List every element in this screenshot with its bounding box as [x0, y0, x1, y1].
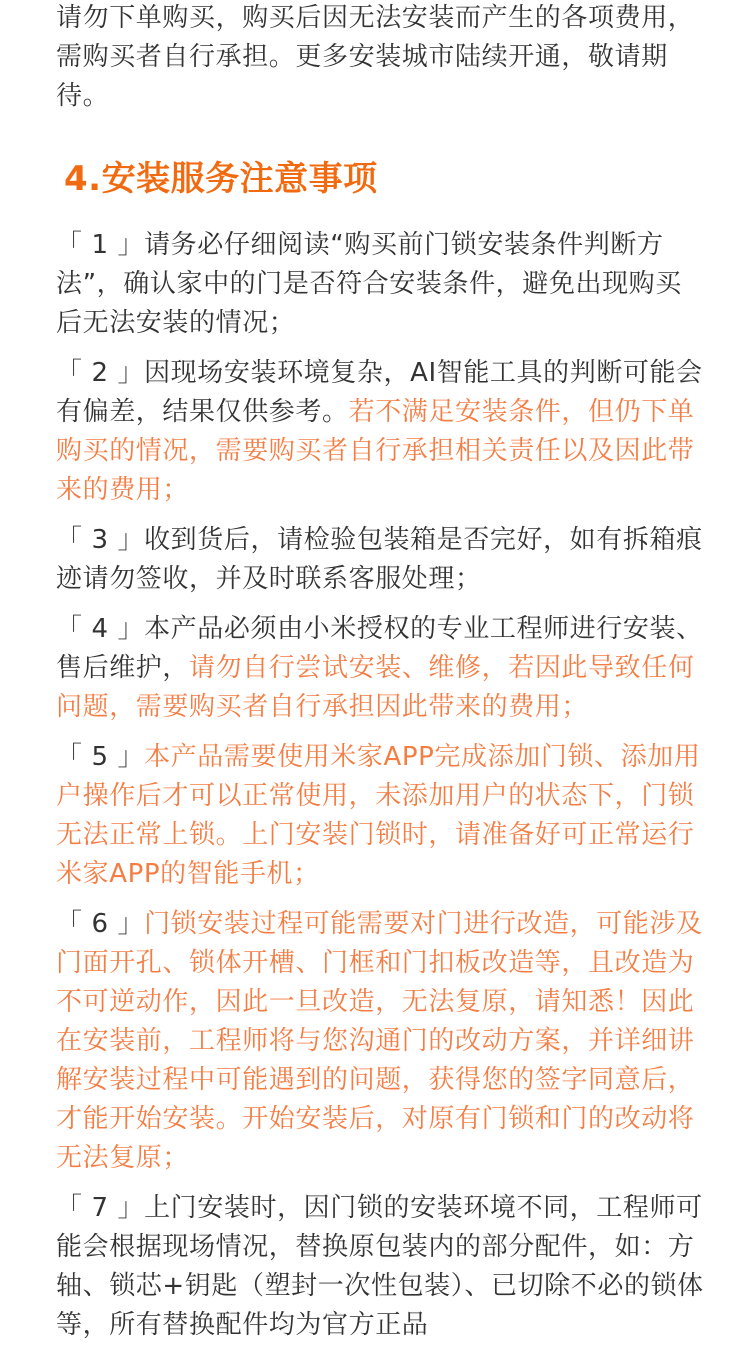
item-number: 「 3 」	[56, 525, 145, 555]
item-warning: 门锁安装过程可能需要对门进行改造，可能涉及门面开孔、锁体开槽、门框和门扣板改造等，且改造为不可逆动作，因此一旦改造，无法复原，请知悉！因此在安装前，工程师将与您沟通门的改动方案，并详细讲解安装过程中可能遇到的问题，获得您的签字同意后，才能开始安装。开始安装后，对原有门锁和门的改动将无法复原；	[56, 909, 703, 1173]
item-warning: 本产品需要使用米家APP完成添加门锁、添加用户操作后才可以正常使用，未添加用户的状态下，门锁无法正常上锁。上门安装门锁时，请准备好可正常运行米家APP的智能手机；	[56, 742, 701, 889]
item-text: 因现场安装环境复杂，AI智能工具的判断可能会有偏差，结果仅供参考。	[56, 358, 703, 427]
item-warning: 若不满足安装条件，但仍下单购买的情况，需要购买者自行承担相关责任以及因此带来的费用；	[56, 397, 695, 505]
item-number: 「 1 」	[56, 230, 145, 260]
item-text: 本产品必须由小米授权的专业工程师进行安装、售后维护，	[56, 614, 703, 683]
item-number: 「 6 」	[56, 909, 145, 939]
content-page	[56, 0, 706, 1356]
notice-item-6	[56, 905, 706, 1178]
item-warning: 请勿自行尝试安装、维修，若因此导致任何问题，需要购买者自行承担因此带来的费用；	[56, 653, 695, 722]
notice-item-5	[56, 738, 706, 894]
item-number: 「 4 」	[56, 614, 145, 644]
item-number: 「 2 」	[56, 358, 145, 388]
item-text: 请务必仔细阅读“购买前门锁安装条件判断方法”，确认家中的门是否符合安装条件，避免出现购买后无法安装的情况；	[56, 230, 682, 338]
notice-item-3	[56, 521, 706, 599]
notice-item-4	[56, 610, 706, 727]
notice-item-7	[56, 1189, 706, 1345]
notice-list	[56, 226, 706, 1345]
item-number: 「 5 」	[56, 742, 145, 772]
notice-item-2	[56, 354, 706, 510]
section-heading: 4.安装服务注意事项	[64, 159, 378, 199]
item-text: 收到货后，请检验包装箱是否完好，如有拆箱痕迹请勿签收，并及时联系客服处理；	[56, 525, 703, 594]
intro-paragraph: 请勿下单购买，购买后因无法安装而产生的各项费用，需购买者自行承担。更多安装城市陆续开通，敬请期待。	[56, 3, 695, 111]
notice-item-1	[56, 226, 706, 343]
item-number: 「 7 」	[56, 1193, 145, 1223]
item-text: 上门安装时，因门锁的安装环境不同，工程师可能会根据现场情况，替换原包装内的部分配件，如：方轴、锁芯+钥匙（塑封一次性包装）、已切除不必的锁体等，所有替换配件均为官方正品	[56, 1193, 704, 1340]
